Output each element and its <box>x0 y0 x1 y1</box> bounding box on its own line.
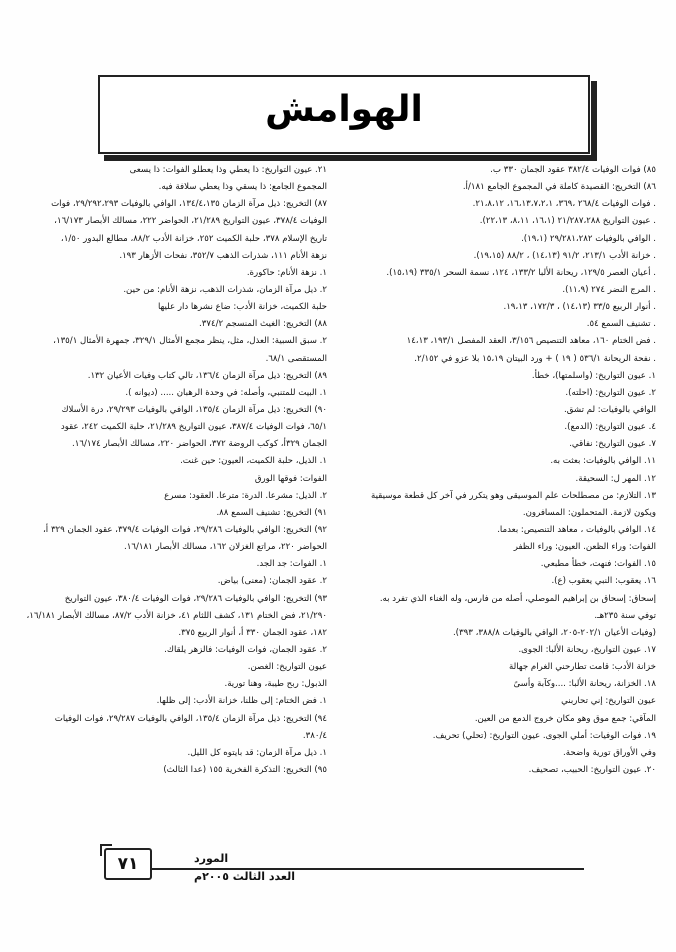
footnote-line: ١٩. فوات الوفيات: أملي الجوى. عيون التواريخ: (تحلي) تحريف. <box>432 730 656 741</box>
footnote-line: ٢. عقود الجمان، فوات الوفيات: فالزهر يلقاك. <box>164 644 327 655</box>
footnote-line: . أعيان العصر ١٢٩/٥، ريحانة الألبا ١٣٣/٢، ١٢٤، نسمة السحر ٣٣٥/١ (١٥،١٩). <box>386 267 656 278</box>
footnote-line: ١. الذيل، حلبة الكميت، العيون: حين غنت. <box>180 456 327 467</box>
footnote-line: ٢. الذيل: مشرعا. الدرة: مترعا. العقود: مسرع <box>164 490 327 501</box>
footnote-line: . تشنيف السمع ٥٤. <box>586 319 656 330</box>
footnote-line: ٢. سبق السبية: العذل، مثل، ينظر مجمع الأمثال ٣٢٩/١، جمهرة الأمثال ١٣٥/١، <box>53 336 327 347</box>
footnote-line: . نفحة الريحانة ٥٣٦/١ ( ١٩ ) + ورد البيتان ١٥،١٩ بلا عزو في ٢/١٥٢. <box>414 353 656 364</box>
footnote-line: ١٧. عيون التواريخ، ريحانة الألبا: الجوى. <box>518 644 656 655</box>
footnote-line: ١٥. الفوات: فنهت، خطأ مطبعي. <box>540 559 656 570</box>
footnote-line: إسحاق: إسحاق بن إبراهيم الموصلي، أصله من فارس، وله الغناء الذي تفرد به. <box>379 593 656 604</box>
footnote-line: ٢١. عيون التواريخ: ذا يعطي وذا يعطلو الفوات: ذا يسعى <box>129 165 327 175</box>
footnote-line: ٧. عيون التواريخ: نفاقي. <box>569 439 656 450</box>
footnote-line: حلبة الكميت، خزانة الأدب: ضاع نشرها دار عليها <box>157 302 327 313</box>
footnote-line: الذبول: ربح طيبة، وهنا تورية. <box>224 679 327 690</box>
footnote-line: . عيون التواريخ ٢١/٢٨٧،٢٨٨ (١٦،١، ٨،١١، ٢٢،١٣). <box>479 216 656 227</box>
footnote-line: الوافي بالوفيات: لم تشق. <box>564 404 656 415</box>
footnote-line: ٢. عيون التواريخ: (احلته). <box>565 387 656 398</box>
footnotes-column-right <box>346 162 656 779</box>
page-number: ٧١ <box>104 848 152 880</box>
footnote-line: ١٨٢، عقود الجمان ٣٣٠ أ، أنوار الربيع ٣٧٥. <box>178 627 327 638</box>
footnote-line: ٩٣) التخريج: الوافي بالوفيات ٢٩/٢٨٦، فوات الوفيات ٣٨٠/٤، عيون التواريخ <box>64 593 327 604</box>
footnote-line: ١٢. المهر ل: السحيقة. <box>575 473 656 484</box>
footnote-line: ١١. الوافي بالوفيات: بعثت به. <box>550 456 656 467</box>
footnote-line: ١. الفوات: جد الجد. <box>256 559 327 570</box>
journal-name: المورد <box>194 852 229 865</box>
footnote-line: ٩١) التخريج: تشنيف السمع ٨٨. <box>216 507 327 518</box>
section-header-banner <box>98 75 590 154</box>
footnote-line: . المرج النضر ٢٧٤ (١١،٩). <box>562 284 656 295</box>
footnote-line: ٩٠) التخريج: ذيل مرآة الزمان ١٣٥/٤، الوافي بالوفيات ٢٩/٢٩٣، درة الأسلاك <box>61 404 327 415</box>
footnote-line: الوفيات ٣٧٨/٤، عيون التواريخ ٢١/٢٨٩، الحواضر ٢٢٢، مسالك الأبصار ١٦/١٧٣، <box>54 216 327 227</box>
footnote-line: المآقي: جمع موق وهو مكان خروج الدمع من العين. <box>474 713 656 724</box>
footnote-line: ١. فض الختام: إلى ظلنا، خزانة الأدب: إلى ظلها. <box>156 696 327 707</box>
footnote-line: ٨٥) فوات الوفيات ٣٨٢/٤ عقود الجمان ٣٣٠ ب. <box>490 165 656 175</box>
footnote-line: نزهة الأنام ١١١، شذرات الذهب ٣٥٢/٧، نفحات الأزهار ١٩٣. <box>119 250 327 261</box>
footnote-line: ١٤. الوافي بالوفيات ، معاهد التنصيص: بعدما. <box>497 524 656 535</box>
footnote-line: ١٨. الخزانة، ريحانة الألبا: ....وكآبة وأسىً <box>513 679 656 690</box>
footnote-line: المجموع الجامع: ذا يسقي وذا يعطي سلافة فيه. <box>158 182 327 193</box>
footnote-line: ٩٥) التخريج: التذكرة الفخرية ١٥٥ (عدا الثالث) <box>163 764 327 775</box>
footnote-line: ٢. ذيل مرآة الزمان، شذرات الذهب، نزهة الأنام: من حين. <box>123 284 327 295</box>
footnote-line: الفوات: وراء الظعن. العيون: وراء الظفر <box>513 542 656 553</box>
footnote-line: ٦٥/١، فوات الوفيات ٣٨٧/٤، عيون التواريخ ٢١/٢٨٩، حلبة الكميت ٢٤٢، عقود <box>60 422 327 433</box>
footnote-line: عيون التواريخ: الغصن. <box>247 662 327 673</box>
footnote-line: ١. البيت للمتنبي، وأصله: في وحدة الرهبان ..... (ديوانه ). <box>125 387 327 398</box>
journal-issue: العدد الثالث ٢٠٠٥م <box>194 870 295 883</box>
footnote-line: ٢. عقود الجمان: (معنى) بياض. <box>217 576 327 587</box>
footnote-line: ٨٦) التخريج: القصيدة كاملة في المجموع الجامع ١٨١/أ. <box>462 182 656 193</box>
footnote-line: الفوات: فوقها الورق <box>254 473 327 484</box>
footnote-line: ويكون لازمة. المتحملون: المسافرون. <box>522 507 656 518</box>
footnote-line: . أنوار الربيع ٣٣/٥ (١٤،١٣) ، ١٧٢/٣، ١٩،١٣. <box>503 302 656 313</box>
footnote-line: ٢١/٢٩٠، فض الختام ١٣١، كشف اللثام ٤١، خزانة الأدب ٨٧/٢، مسالك الأبصار ١٦/١٨١، <box>26 610 327 621</box>
footnote-line: خزانة الأدب: قامت تطارحني الغرام جهالة <box>509 662 656 673</box>
footnote-line: . فض الختام ١٦٠، معاهد التنصيص ٣/١٥٦، العقد المفصل ١٩٣/١، ١٤،١٣ <box>406 336 656 347</box>
footnote-line: ٩٢) التخريج: الوافي بالوفيات ٢٩/٢٨٦، فوات الوفيات ٣٧٩/٤، عقود الجمان ٣٢٩ أ، <box>43 524 327 535</box>
footnote-line: ١٦. يعقوب: النبي يعقوب (ع). <box>551 576 656 587</box>
footnote-line: . فوات الوفيات ٢٦٨/٤ ،٣٦٩، ١٦،١٣،٧،٢،١، ٢١،٨،١٢. <box>472 199 656 210</box>
footnote-line: ٣٨٠/٤. <box>302 730 327 741</box>
footer-rule <box>104 868 584 870</box>
footnote-line: الحواضر ٢٢٠، مراتع الغزلان ١٦٢، مسالك الأبصار ١٦/١٨١. <box>124 542 327 553</box>
page-footer <box>104 838 584 898</box>
footnote-line: ٨٧) التخريج: ذيل مرآة الزمان ١٣٤/٤،١٣٥، الوافي بالوفيات ٢٩/٢٩٢،٢٩٣، فوات <box>51 199 327 210</box>
footnote-line: الجمان ٣٢٩أ، كوكب الروضة ٣٧٢، الحواضر ٢٢٠، مسالك الأبصار ١٦/١٧٤. <box>71 439 327 450</box>
footnote-line: ١. عيون التواريخ: (واسلمتها)، خطأ. <box>531 370 656 381</box>
footnote-line: تاريخ الإسلام ٣٧٨، حلبة الكميت ٢٥٢، خزانة الأدب ٨٨/٢، مطالع البدور ١/٥٠، <box>60 233 327 244</box>
footnote-line: . الوافي بالوفيات ٢٩/٢٨١،٢٨٢ (١٩،١). <box>521 233 656 244</box>
footnote-line: ٢٠. عيون التواريخ: الحبيب، تصحيف. <box>528 764 656 775</box>
footnote-line: . خزانة الأدب ٢١٣/١، ٩١/٢ (١٤،١٣) ، ٨٨/٢ (١٩،١٥). <box>473 250 656 261</box>
footnote-line: ٤. عيون التواريخ: (الدمع). <box>564 422 656 433</box>
footnotes-column-left <box>5 162 327 779</box>
footnote-line: ١. ذيل مرآة الزمان: قد بايتوه كل الليل. <box>187 747 327 758</box>
footnote-line: ١٣. التلازم: من مصطلحات علم الموسيقى وهو يتكرر في آخر كل قطعة موسيقية <box>371 490 656 501</box>
footnote-line: ٩٤) التخريج: ذيل مرآة الزمان ١٣٥/٤، الوافي بالوفيات ٢٩/٢٨٧، فوات الوفيات <box>54 713 327 724</box>
footnote-line: توفي سنة ٢٣٥هـ. <box>594 610 656 621</box>
footnote-line: وفي الأوراق تورية واضحة. <box>563 747 656 758</box>
footnote-line: ٨٩) التخريج: ذيل مرآة الزمان ١٣٦/٤، تالي كتاب وفيات الأعيان ١٣٢. <box>87 370 327 381</box>
footnote-line: ١. نزهة الأنام: حاكورة. <box>246 267 327 278</box>
section-title: الهوامش <box>265 89 423 130</box>
footnote-line: ٨٨) التخريج: الغيث المنسجم ٣٧٤/٢. <box>198 319 327 330</box>
footnote-line: عيون التواريخ: إني تحاربني <box>561 696 656 707</box>
footnote-line: (وفيات الأعيان ٢٠٢/١-٢٠٥، الوافي بالوفيات ٣٨٨/٨، ٣٩٣). <box>452 627 656 638</box>
footnote-line: المستقصى ٦٨/١. <box>265 353 327 364</box>
